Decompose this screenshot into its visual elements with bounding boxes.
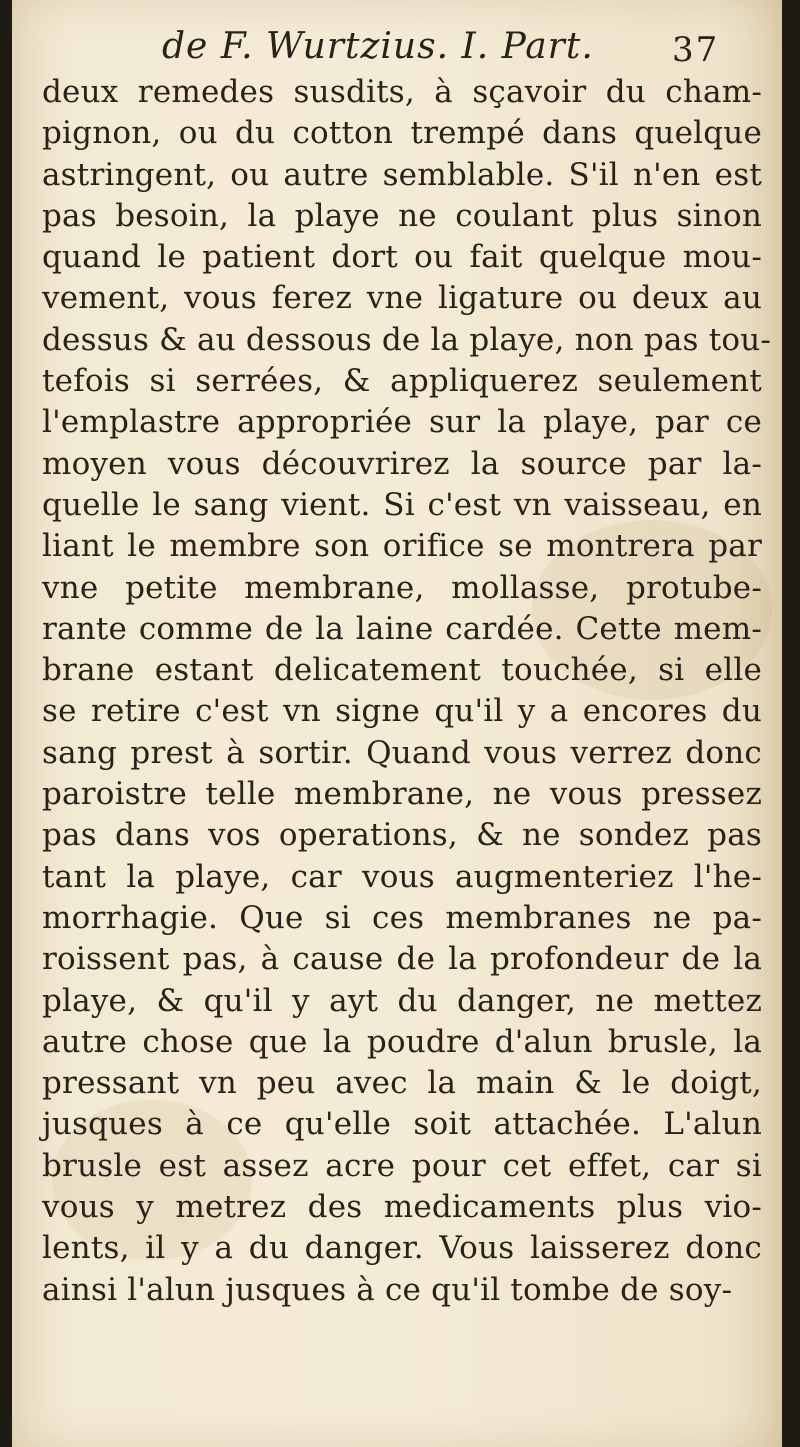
text-line: l'emplastre appropriée sur la playe, par ce <box>42 404 762 441</box>
text-line: paroistre telle membrane, ne vous pressez <box>42 776 762 813</box>
text-line: pas dans vos operations, & ne sondez pas <box>42 817 762 854</box>
text-line: lents, il y a du danger. Vous laisserez donc <box>42 1230 762 1267</box>
text-line: ainsi l'alun jusques à ce qu'il tombe de soy- <box>42 1271 733 1308</box>
text-line: se retire c'est vn signe qu'il y a encores du <box>42 693 762 730</box>
page-number: 37 <box>672 30 720 70</box>
text-line: rante comme de la laine cardée. Cette mem- <box>42 610 762 647</box>
text-line: autre chose que la poudre d'alun brusle, la <box>42 1023 762 1060</box>
text-line: brusle est assez acre pour cet effet, car si <box>42 1147 762 1184</box>
text-line: deux remedes susdits, à sçavoir du cham- <box>42 74 762 110</box>
text-line: tant la playe, car vous augmenteriez l'he- <box>42 858 762 895</box>
text-line: playe, & qu'il y ayt du danger, ne mettez <box>42 982 762 1019</box>
running-head: de F. Wurtzius. I. Part. <box>162 26 594 67</box>
text-line: dessus & au dessous de la playe, non pas tou- <box>42 321 772 358</box>
text-line: moyen vous découvrirez la source par la- <box>42 445 762 482</box>
text-line: vement, vous ferez vne ligature ou deux au <box>42 280 762 317</box>
text-line: quand le patient dort ou fait quelque mou- <box>42 239 762 276</box>
text-line: vous y metrez des medicaments plus vio- <box>42 1189 762 1226</box>
text-line: sang prest à sortir. Quand vous verrez donc <box>42 734 762 771</box>
text-line: quelle le sang vient. Si c'est vn vaisseau, en <box>42 486 762 523</box>
page-header <box>12 16 782 76</box>
text-line: pas besoin, la playe ne coulant plus sinon <box>42 197 762 234</box>
text-line: tefois si serrées, & appliquerez seulement <box>42 363 762 400</box>
text-line: astringent, ou autre semblable. S'il n'en est <box>42 156 762 193</box>
text-line: pressant vn peu avec la main & le doigt, <box>42 1065 762 1102</box>
text-line: brane estant delicatement touchée, si elle <box>42 652 762 689</box>
text-line: pignon, ou du cotton trempé dans quelque <box>42 115 762 152</box>
book-page <box>12 0 782 1447</box>
text-line: vne petite membrane, mollasse, protube- <box>42 569 762 606</box>
text-line: roissent pas, à cause de la profondeur de la <box>42 941 762 978</box>
body-text <box>42 72 772 1311</box>
text-line: liant le membre son orifice se montrera par <box>42 528 762 565</box>
text-line: morrhagie. Que si ces membranes ne pa- <box>42 899 762 936</box>
text-line: jusques à ce qu'elle soit attachée. L'alun <box>42 1106 762 1143</box>
